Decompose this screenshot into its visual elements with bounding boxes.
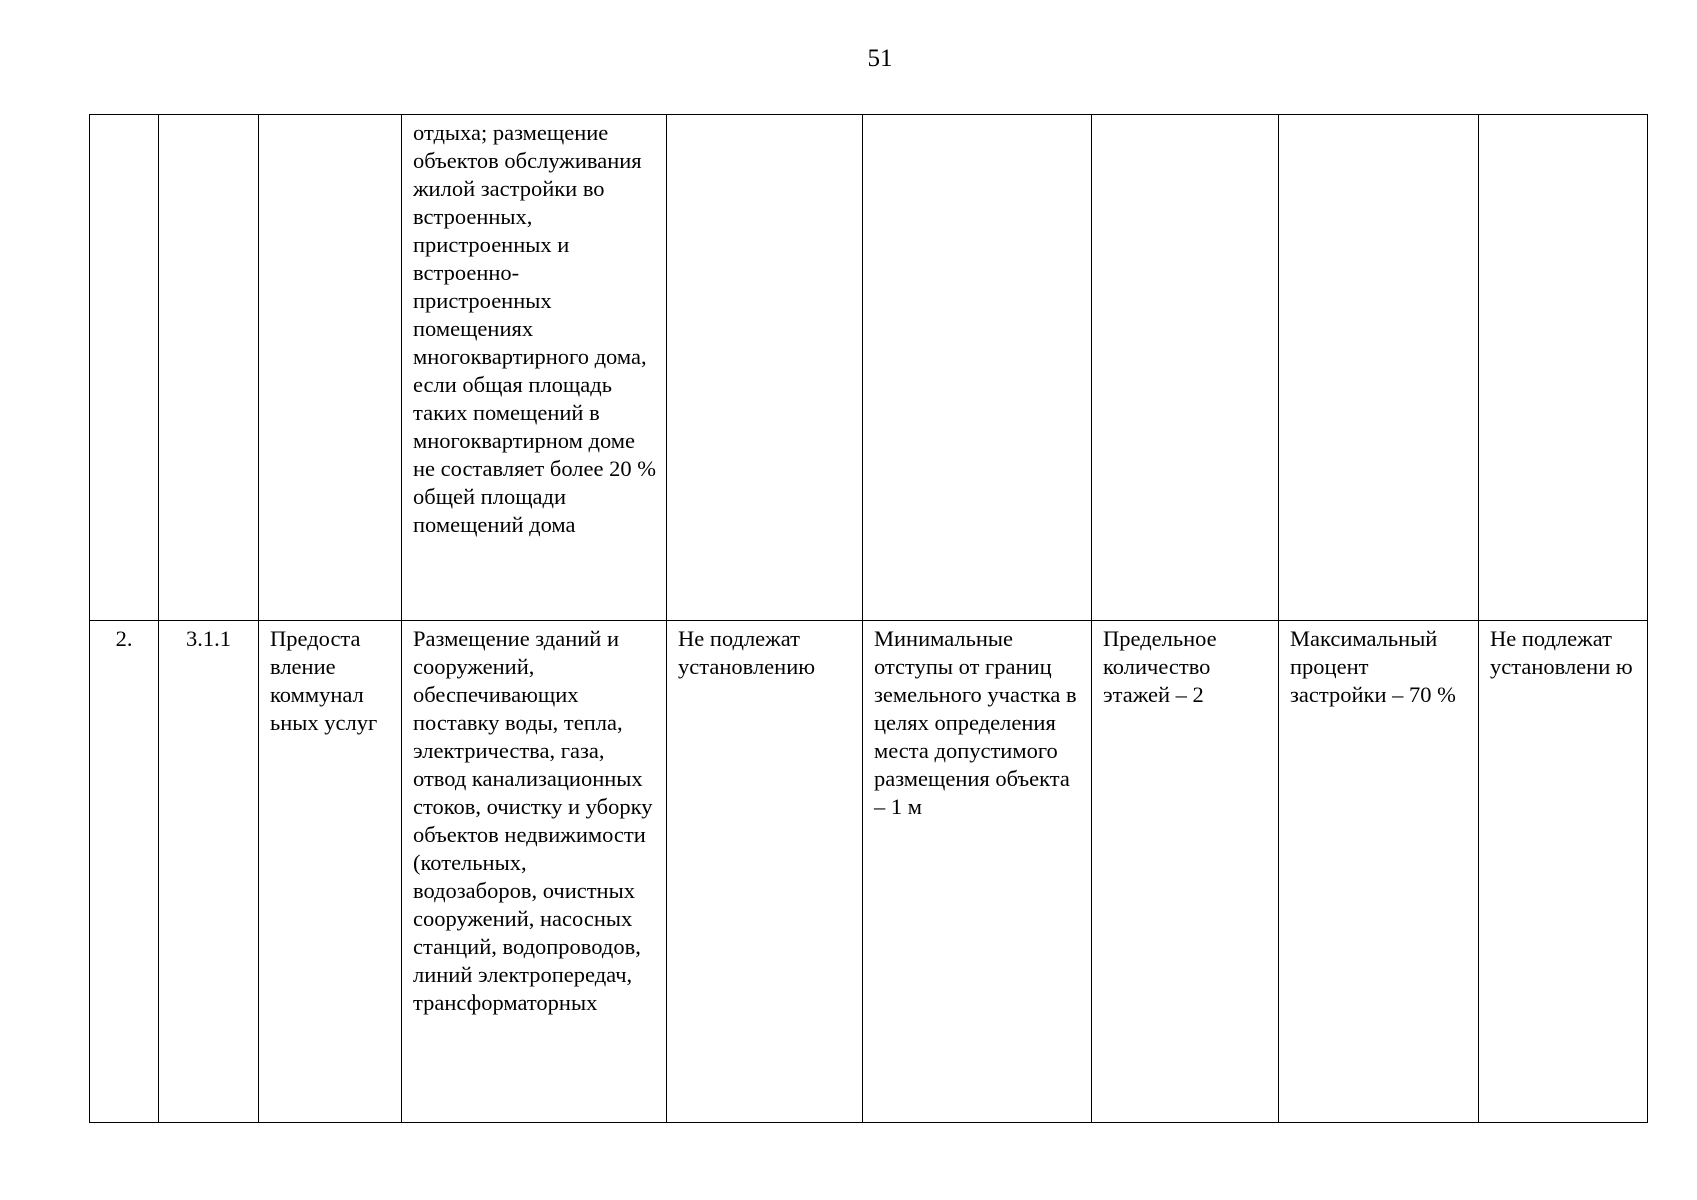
use-description-cell: [402, 621, 667, 1123]
row-number-cell: [90, 115, 159, 621]
row-number-cell: 2.: [90, 621, 159, 1123]
use-name-cell: Предоста вление коммунал ьных услуг: [259, 621, 402, 1123]
code-cell: [159, 115, 259, 621]
table-row: [90, 115, 1648, 621]
use-description-cell: [402, 115, 667, 621]
other-limits-cell: [1479, 115, 1648, 621]
coverage-cell: Максимальный процент застройки – 70 %: [1279, 621, 1479, 1123]
floors-cell: Предельное количество этажей – 2: [1092, 621, 1279, 1123]
page-number: 51: [867, 45, 893, 72]
use-description-text: Размещение зданий и сооружений, обеспечивающих поставку воды, тепла, электричества, газа, отвод канализационных стоков, очистку и уборку объектов недвижимости (котельных, водозаборов, очистных сооружений, насосных станций, водопроводов, линий электропередач, трансформаторных: [413, 626, 653, 1015]
coverage-cell: [1279, 115, 1479, 621]
other-limits-cell: Не подлежат установлени ю: [1479, 621, 1648, 1123]
setback-cell: Минимальные отступы от границ земельного участка в целях определения места допустимого размещения объекта – 1 м: [863, 621, 1092, 1123]
floors-cell: [1092, 115, 1279, 621]
code-cell: 3.1.1: [159, 621, 259, 1123]
setback-cell: [863, 115, 1092, 621]
table-row: [90, 621, 1648, 1123]
plot-size-cell: Не подлежат установлению: [667, 621, 863, 1123]
use-description-text: отдыха; размещение объектов обслуживания жилой застройки во встроенных, пристроенных и встроенно-пристроенных помещениях многоквартирного дома, если общая площадь таких помещений в многоквартирном доме не составляет более 20 % общей площади помещений дома: [413, 120, 656, 537]
land-use-table: [89, 114, 1648, 1123]
plot-size-cell: [667, 115, 863, 621]
use-name-cell: [259, 115, 402, 621]
